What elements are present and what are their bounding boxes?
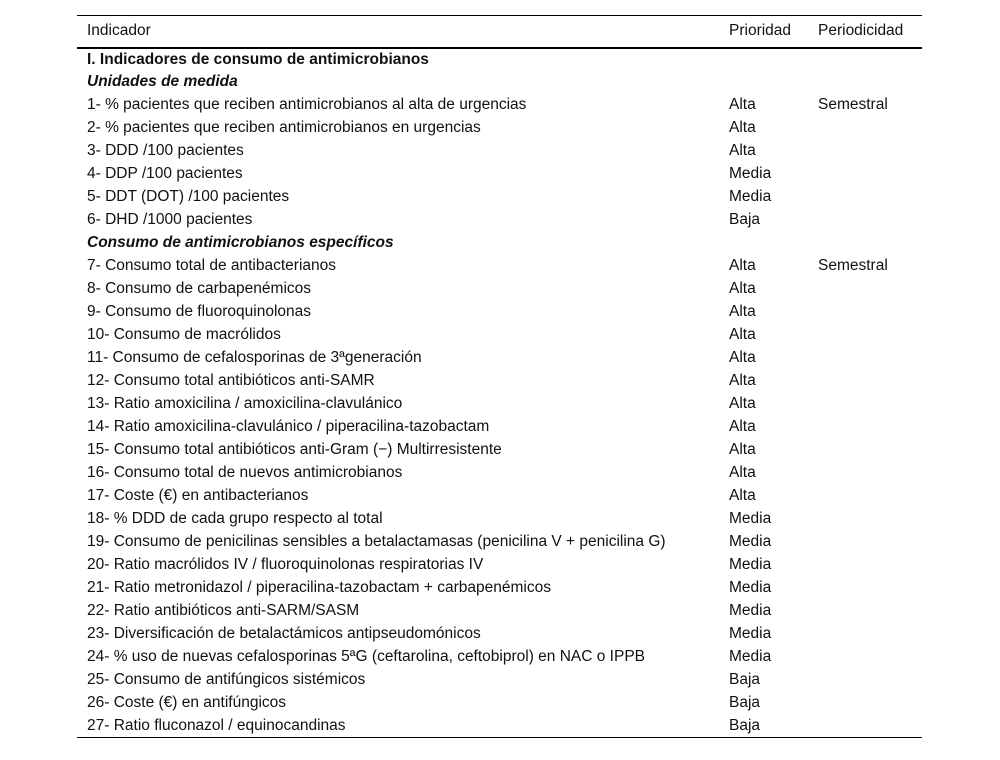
indicator-cell: 17- Coste (€) en antibacterianos bbox=[87, 487, 309, 504]
indicator-cell: 1- % pacientes que reciben antimicrobianos al alta de urgencias bbox=[87, 96, 527, 113]
table-row bbox=[77, 163, 922, 186]
table-row bbox=[77, 669, 922, 692]
table-row bbox=[77, 186, 922, 209]
indicator-cell: 3- DDD /100 pacientes bbox=[87, 142, 244, 159]
priority-cell: Alta bbox=[729, 303, 756, 320]
indicator-cell: 12- Consumo total antibióticos anti-SAMR bbox=[87, 372, 375, 389]
priority-cell bbox=[719, 232, 808, 255]
table-row bbox=[77, 324, 922, 347]
periodicity-cell bbox=[808, 393, 922, 416]
table-row bbox=[77, 416, 922, 439]
priority-cell: Baja bbox=[729, 211, 761, 228]
periodicity-cell bbox=[808, 554, 922, 577]
periodicity-cell bbox=[808, 370, 922, 393]
periodicity-cell bbox=[808, 48, 922, 71]
indicator-cell: I. Indicadores de consumo de antimicrobianos bbox=[87, 50, 429, 68]
priority-cell: Media bbox=[729, 188, 772, 205]
table-row bbox=[77, 485, 922, 508]
periodicity-cell: Semestral bbox=[818, 96, 888, 113]
priority-cell: Alta bbox=[729, 441, 756, 458]
priority-cell: Baja bbox=[729, 694, 761, 711]
table-row bbox=[77, 600, 922, 623]
priority-cell: Media bbox=[729, 579, 772, 596]
periodicity-cell bbox=[808, 324, 922, 347]
priority-cell: Alta bbox=[729, 142, 756, 159]
periodicity-cell bbox=[808, 531, 922, 554]
indicator-cell: 8- Consumo de carbapenémicos bbox=[87, 280, 312, 297]
priority-cell: Alta bbox=[729, 96, 756, 113]
indicator-cell: 7- Consumo total de antibacterianos bbox=[87, 257, 337, 274]
table-row bbox=[77, 508, 922, 531]
priority-cell: Alta bbox=[729, 326, 756, 343]
periodicity-cell bbox=[808, 669, 922, 692]
periodicity-cell bbox=[808, 278, 922, 301]
periodicity-cell bbox=[808, 715, 922, 738]
table-row bbox=[77, 94, 922, 117]
table-header-row bbox=[77, 16, 922, 48]
periodicity-cell bbox=[808, 209, 922, 232]
indicator-cell: 2- % pacientes que reciben antimicrobianos en urgencias bbox=[87, 119, 481, 136]
table-row bbox=[77, 140, 922, 163]
indicator-cell: 18- % DDD de cada grupo respecto al total bbox=[87, 510, 383, 527]
table-row bbox=[77, 439, 922, 462]
indicator-cell: 23- Diversificación de betalactámicos antipseudomónicos bbox=[87, 625, 481, 642]
indicator-cell: 21- Ratio metronidazol / piperacilina-tazobactam + carbapenémicos bbox=[87, 579, 551, 596]
periodicity-cell bbox=[808, 140, 922, 163]
periodicity-cell bbox=[808, 232, 922, 255]
table-row bbox=[77, 370, 922, 393]
table-row bbox=[77, 646, 922, 669]
indicator-cell: 4- DDP /100 pacientes bbox=[87, 165, 243, 182]
subsection-row bbox=[77, 71, 922, 94]
table-row bbox=[77, 347, 922, 370]
periodicity-cell bbox=[808, 508, 922, 531]
section-row bbox=[77, 48, 922, 71]
priority-cell: Alta bbox=[729, 119, 756, 136]
indicator-cell: 22- Ratio antibióticos anti-SARM/SASM bbox=[87, 602, 360, 619]
priority-cell: Alta bbox=[729, 418, 756, 435]
indicator-cell: 9- Consumo de fluoroquinolonas bbox=[87, 303, 312, 320]
periodicity-cell bbox=[808, 416, 922, 439]
priority-cell: Media bbox=[729, 165, 772, 182]
periodicity-cell bbox=[808, 71, 922, 94]
periodicity-cell bbox=[808, 439, 922, 462]
priority-cell: Alta bbox=[729, 257, 756, 274]
priority-cell: Media bbox=[729, 533, 772, 550]
indicator-cell: 25- Consumo de antifúngicos sistémicos bbox=[87, 671, 366, 688]
priority-cell: Media bbox=[729, 625, 772, 642]
indicators-table bbox=[77, 15, 922, 738]
indicator-cell: Unidades de medida bbox=[87, 73, 238, 90]
indicator-cell: 6- DHD /1000 pacientes bbox=[87, 211, 253, 228]
priority-cell bbox=[719, 48, 808, 71]
periodicity-cell: Semestral bbox=[818, 257, 888, 274]
indicator-cell: 5- DDT (DOT) /100 pacientes bbox=[87, 188, 290, 205]
priority-cell: Alta bbox=[729, 487, 756, 504]
indicator-cell: 16- Consumo total de nuevos antimicrobianos bbox=[87, 464, 403, 481]
indicator-cell: 20- Ratio macrólidos IV / fluoroquinolonas respiratorias IV bbox=[87, 556, 484, 573]
table-row bbox=[77, 117, 922, 140]
periodicity-cell bbox=[808, 186, 922, 209]
indicator-cell: 11- Consumo de cefalosporinas de 3ªgeneración bbox=[87, 349, 422, 366]
table-row bbox=[77, 715, 922, 738]
periodicity-cell bbox=[808, 301, 922, 324]
indicator-cell: 19- Consumo de penicilinas sensibles a betalactamasas (penicilina V + penicilina G) bbox=[87, 533, 666, 550]
priority-cell: Alta bbox=[729, 395, 756, 412]
periodicity-cell bbox=[808, 462, 922, 485]
periodicity-cell bbox=[808, 347, 922, 370]
table-row bbox=[77, 393, 922, 416]
periodicity-cell bbox=[808, 117, 922, 140]
priority-cell: Alta bbox=[729, 349, 756, 366]
indicator-cell: 24- % uso de nuevas cefalosporinas 5ªG (ceftarolina, ceftobiprol) en NAC o IPPB bbox=[87, 648, 645, 665]
table-row bbox=[77, 554, 922, 577]
priority-cell: Baja bbox=[719, 715, 808, 738]
periodicity-cell bbox=[808, 646, 922, 669]
subsection-row bbox=[77, 232, 922, 255]
priority-cell: Alta bbox=[729, 280, 756, 297]
priority-cell: Media bbox=[729, 556, 772, 573]
indicator-cell: 10- Consumo de macrólidos bbox=[87, 326, 281, 343]
indicator-cell: Consumo de antimicrobianos específicos bbox=[87, 234, 394, 251]
priority-cell: Media bbox=[729, 648, 772, 665]
table-row bbox=[77, 692, 922, 715]
header-periodicity: Periodicidad bbox=[808, 16, 922, 48]
table-body bbox=[77, 48, 922, 738]
priority-cell: Baja bbox=[729, 671, 761, 688]
table-row bbox=[77, 462, 922, 485]
periodicity-cell bbox=[808, 692, 922, 715]
table-row bbox=[77, 531, 922, 554]
indicator-cell: 26- Coste (€) en antifúngicos bbox=[87, 694, 287, 711]
table-row bbox=[77, 577, 922, 600]
periodicity-cell bbox=[808, 623, 922, 646]
indicator-cell: 27- Ratio fluconazol / equinocandinas bbox=[77, 715, 719, 738]
table-row bbox=[77, 255, 922, 278]
indicator-cell: 15- Consumo total antibióticos anti-Gram (−) Multirresistente bbox=[87, 441, 502, 458]
table-row bbox=[77, 278, 922, 301]
priority-cell: Alta bbox=[729, 372, 756, 389]
indicator-cell: 13- Ratio amoxicilina / amoxicilina-clavulánico bbox=[87, 395, 403, 412]
priority-cell: Media bbox=[729, 510, 772, 527]
table-row bbox=[77, 301, 922, 324]
header-indicator: Indicador bbox=[77, 16, 719, 48]
periodicity-cell bbox=[808, 577, 922, 600]
priority-cell bbox=[719, 71, 808, 94]
periodicity-cell bbox=[808, 600, 922, 623]
indicator-cell: 14- Ratio amoxicilina-clavulánico / piperacilina-tazobactam bbox=[87, 418, 490, 435]
table-row bbox=[77, 209, 922, 232]
priority-cell: Alta bbox=[729, 464, 756, 481]
header-priority: Prioridad bbox=[719, 16, 808, 48]
priority-cell: Media bbox=[729, 602, 772, 619]
table-row bbox=[77, 623, 922, 646]
periodicity-cell bbox=[808, 163, 922, 186]
periodicity-cell bbox=[808, 485, 922, 508]
